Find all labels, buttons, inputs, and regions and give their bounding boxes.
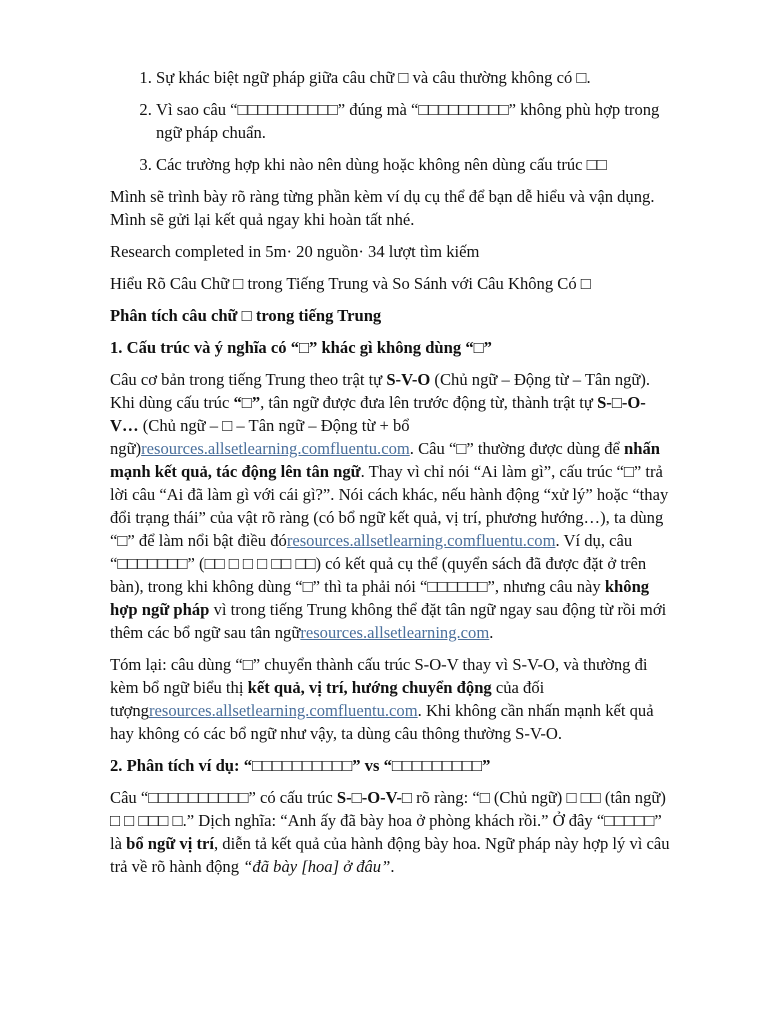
research-status: Research completed in 5m· 20 nguồn· 34 lượt tìm kiếm [110,242,480,261]
text: . Câu “□” thường được dùng để [409,439,625,458]
bold-text: S-V-O [386,370,431,389]
document-title: Hiểu Rõ Câu Chữ □ trong Tiếng Trung và So Sánh với Câu Không Có □ [110,274,591,293]
text: (Chủ ngữ – □ – Tân ngữ – Động từ + bổ ngữ) [110,416,410,458]
text: . Thay vì chỉ nói “Ai làm gì”, cấu trúc “□” trả lời câu “Ai đã làm gì với cái gì?”. Nói cách khác, nếu hành động “xử lý” hoặc “thay đổi trạng thái” của vật rõ ràng (có bổ ngữ kết quả, vị trí, phương hướng…), ta dùng “□” để làm nổi bật điều đó [110,462,669,550]
text: , diễn tả kết quả của hành động bày hoa. Ngữ pháp này hợp lý vì câu trả về rõ hành động [110,834,670,876]
section-title: Phân tích câu chữ □ trong tiếng Trung [110,306,382,325]
heading-1: 1. Cấu trúc và ý nghĩa có “□” khác gì không dùng “□” [110,338,492,357]
source-link[interactable]: resources.allsetlearning.com [148,701,338,720]
source-link[interactable]: fluentu.com [337,701,418,720]
text: vì trong tiếng Trung không thể đặt tân ngữ ngay sau động từ rồi mới thêm các bổ ngữ sau tân ngữ [110,600,667,642]
bold-text: S-□-O-V… [110,393,646,435]
bold-text: kết quả, vị trí, hướng chuyển động [247,678,492,697]
source-link[interactable]: resources.allsetlearning.com [286,531,476,550]
source-link[interactable]: fluentu.com [330,439,410,458]
source-link[interactable]: resources.allsetlearning.com [141,439,331,458]
numbered-list [110,66,672,176]
paragraph-2 [110,653,672,745]
list-item: 1. Sự khác biệt ngữ pháp giữa câu chữ □ và câu thường không có □. [156,66,672,89]
bold-text: không hợp ngữ pháp [110,577,650,619]
source-link[interactable]: resources.allsetlearning.com [300,623,490,642]
text: Câu cơ bản trong tiếng Trung theo trật tự [110,370,387,389]
paragraph-1 [110,368,672,644]
text: . [390,857,395,876]
paragraph-3 [110,786,672,878]
italic-text: “đã bày [hoa] ở đâu” [243,857,391,876]
intro-line: Mình sẽ trình bày rõ ràng từng phần kèm ví dụ cụ thể để bạn dễ hiểu và vận dụng. [110,187,655,206]
text: . [489,623,494,642]
text: (Chủ ngữ – Động từ – Tân ngữ). Khi dùng cấu trúc [110,370,651,412]
bold-text: “□” [233,393,261,412]
heading-2: 2. Phân tích ví dụ: “□□□□□□□□□□” vs “□□□□□□□□□” [110,756,491,775]
text: . Ví dụ, câu “□□□□□□□” (□□ □ □ □ □□ □□) có kết quả cụ thể (quyển sách đã được đặt ở trên bàn), trong khi không dùng “□” thì ta phải nói “□□□□□□”, nhưng câu này [110,531,647,596]
list-item: 3. Các trường hợp khi nào nên dùng hoặc không nên dùng cấu trúc □□ [156,153,672,176]
bold-text: bổ ngữ vị trí [126,834,214,853]
text: Câu “□□□□□□□□□□” có cấu trúc [110,788,337,807]
list-item: 2. Vì sao câu “□□□□□□□□□□” đúng mà “□□□□□□□□□” không phù hợp trong ngữ pháp chuẩn. [156,98,672,144]
text: . Khi không cần nhấn mạnh kết quả hay không có các bổ ngữ như vậy, ta dùng câu thông thường S-V-O. [110,701,654,743]
text: Tóm lại: câu dùng “□” chuyển thành cấu trúc S-O-V thay vì S-V-O, và thường đi kèm bổ ngữ biểu thị [110,655,648,697]
text: , tân ngữ được đưa lên trước động từ, thành trật tự [260,393,598,412]
bold-text: nhấn mạnh kết quả, tác động lên tân ngữ [110,439,660,481]
intro-line: Mình sẽ gửi lại kết quả ngay khi hoàn tất nhé. [110,210,415,229]
text: của đối tượng [110,678,545,720]
bold-text: S-□-O-V-□ [336,788,412,807]
text: rõ ràng: “□ (Chủ ngữ) □ □□ (tân ngữ) □ □ □□□ □.” Dịch nghĩa: “Anh ấy đã bày hoa ở phòng khách rồi.” Ở đây “□□□□□” là [110,788,666,853]
source-link[interactable]: fluentu.com [475,531,556,550]
